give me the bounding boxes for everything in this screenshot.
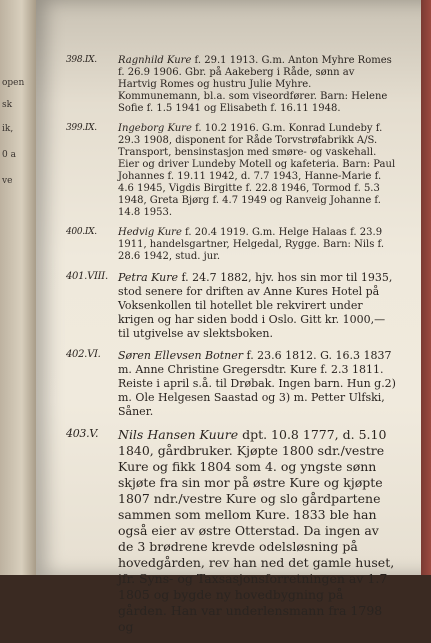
- entry-body: f. 10.2 1916. G.m. Konrad Lundeby f. 29.3 1908, disponent for Råde Torvstrøfabrikk A/S. Transport, bensinstasjon med smøre- og vaskehall. Eier og driver Lundeby Motell og kafeteria. Barn: Paul Johannes f. 19.11 1942, d. 7.7 1943, Hanne-Marie f. 4.6 1945, Vigdis Birgitte f. 22.8 1946, Tormod f. 5.3 1948, Greta Bjørg f. 4.7 1949 og Ranveig Johanne f. 14.8 1953.: [118, 123, 396, 218]
- entry-body: f. 23.6 1812. G. 16.3 1837 m. Anne Christine Gregersdtr. Kure f. 2.3 1811. Reiste i april s.å. til Drøbak. Ingen barn. Hun g.2) m. Ole Helgesen Saastad og 3) m. Petter Ulfski, Såner.: [118, 349, 396, 418]
- entry-text: [118, 227, 396, 263]
- entry-401: [66, 271, 396, 341]
- entry-body: f. 24.7 1882, hjv. hos sin mor til 1935, stod senere for driften av Anne Kures Hotel på Voksenkollen til hotellet ble rekvirert under krigen og har siden bodd i Oslo. Gitt kr. 1000,— til utgivelse av slektsboken.: [118, 271, 393, 340]
- left-page-fragment: open: [2, 78, 25, 88]
- entry-number: 400.IX.: [66, 227, 97, 237]
- entry-text: [118, 271, 396, 341]
- entry-number: 401.VIII.: [66, 271, 108, 282]
- entry-number: 402.VI.: [66, 349, 101, 360]
- person-name: Petra Kure: [118, 271, 178, 284]
- left-page-fragment: 0 a: [2, 150, 16, 160]
- entry-text: [118, 55, 396, 115]
- person-name: Ragnhild Kure: [118, 55, 192, 66]
- left-page-fragment: ik,: [2, 124, 14, 134]
- entry-text: [118, 427, 396, 635]
- book-cover-edge: [421, 0, 431, 575]
- entry-body: f. 20.4 1919. G.m. Helge Halaas f. 23.9 1911, handelsgartner, Helgedal, Rygge. Barn: Nils f. 28.6 1942, stud. jur.: [118, 227, 385, 262]
- entry-body: dpt. 10.8 1777, d. 5.10 1840, gårdbruker. Kjøpte 1800 sdr./vestre Kure og fikk 1804 som 4. og yngste sønn skjøte fra sin mor på østre Kure og kjøpte 1807 ndr./vestre Kure og slo gårdpartene sammen som mellom Kure. 1833 ble han også eier av østre Otterstad. Da ingen av de 3 brødrene krevde odelsløsning på hovedgården, rev han ned det gamle huset, jfr. Syns- og Taxsasjonsforretningen av 1.7 1805 og bygde ny hovedbygning på gården. Han var underlensmann fra 1798 og: [118, 427, 395, 634]
- entry-text: [118, 349, 396, 419]
- entry-number: 403.V.: [66, 427, 99, 440]
- entry-text: [118, 123, 396, 219]
- book-page: [36, 0, 431, 634]
- left-page-edge: [0, 0, 36, 575]
- person-name: Ingeborg Kure: [118, 123, 192, 134]
- entry-number: 399.IX.: [66, 123, 97, 133]
- entry-402: [66, 349, 396, 419]
- person-name: Søren Ellevsen Botner: [118, 349, 244, 362]
- person-name: Hedvig Kure: [118, 227, 182, 238]
- entry-403: [66, 427, 396, 635]
- entry-body: f. 29.1 1913. G.m. Anton Myhre Romes f. 26.9 1906. Gbr. på Aakeberg i Råde, sønn av Hartvig Romes og hustru Julie Myhre. Kommunemann, bl.a. som viseordfører. Barn: Helene Sofie f. 1.5 1941 og Elisabeth f. 16.11 1948.: [118, 55, 392, 114]
- genealogy-entries: [66, 55, 396, 643]
- left-page-fragment: sk: [2, 100, 13, 110]
- entry-number: 398.IX.: [66, 55, 97, 65]
- left-page-fragment: ve: [2, 176, 13, 186]
- entry-399: [66, 123, 396, 219]
- person-name: Nils Hansen Kuure: [118, 427, 239, 442]
- entry-400: [66, 227, 396, 263]
- entry-398: [66, 55, 396, 115]
